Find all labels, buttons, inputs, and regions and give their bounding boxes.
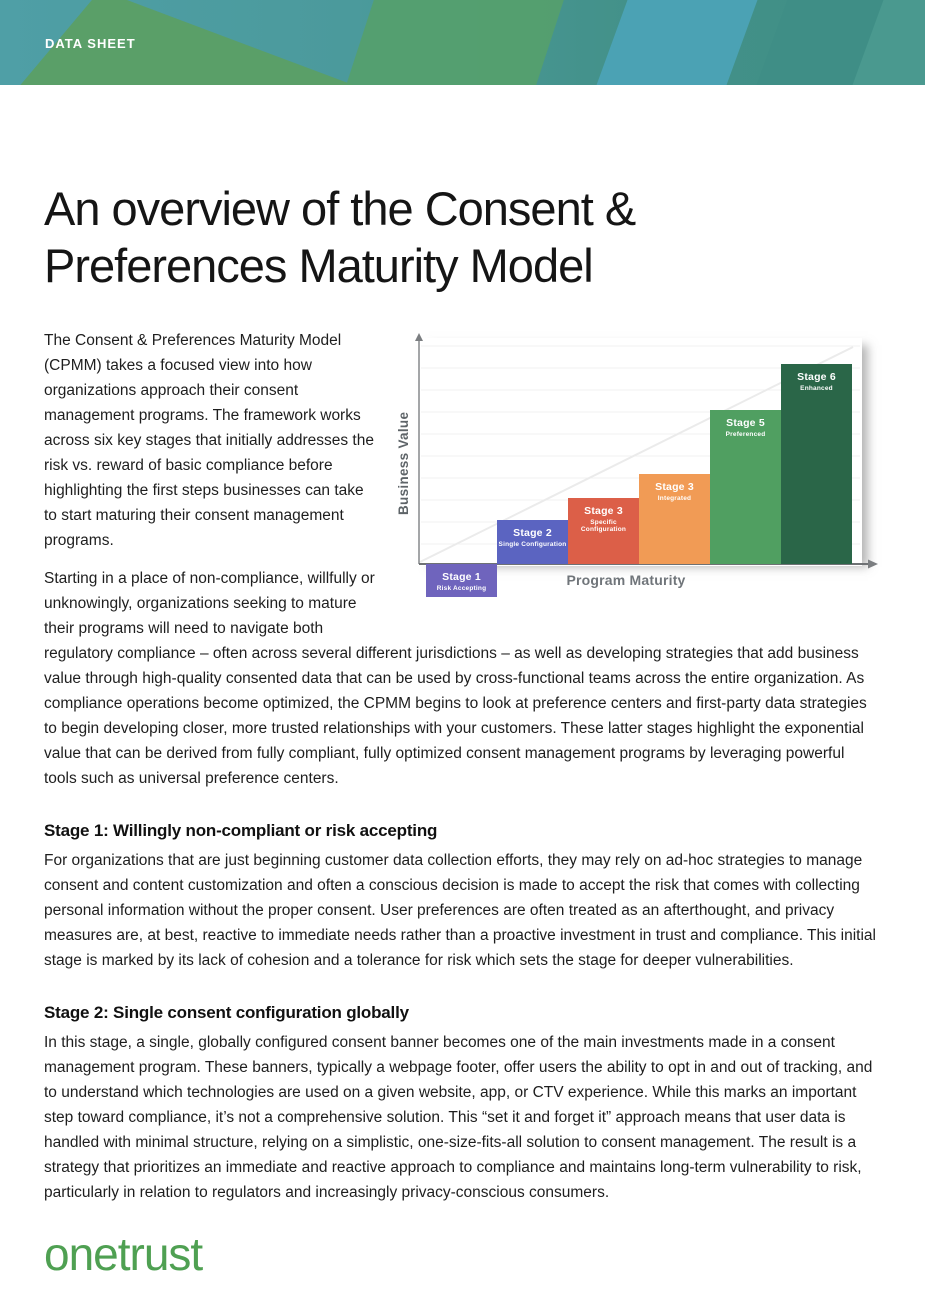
x-axis-label: Program Maturity — [566, 572, 686, 588]
section-body-stage-1: For organizations that are just beginning customer data collection efforts, they may rely on ad-hoc strategies to manage consent and content customization and often a conscious decision is made to accept the risk that comes with collecting personal information without the proper consent. User preferences are often treated as an afterthought, and privacy measures are, at best, reactive to immediate needs rather than a proactive investment in trust and compliance. This initial stage is marked by its lack of cohesion and a tolerance for risk which sets the stage for deeper vulnerabilities. — [44, 852, 876, 969]
maturity-model-chart — [395, 332, 881, 604]
page-title: An overview of the Consent & Preferences Maturity Model — [44, 182, 636, 292]
section-heading-stage-1: Stage 1: Willingly non-compliant or risk accepting — [44, 821, 438, 840]
bar-5-preferenced — [710, 410, 781, 564]
bar-stage-sublabel: Preferenced — [725, 431, 766, 438]
main-content — [0, 180, 925, 1280]
bar-stage-sublabel: Risk Accepting — [436, 585, 487, 592]
bar-stage-label: Stage 1 — [442, 571, 481, 583]
bar-stage-label: Stage 3 — [584, 505, 623, 517]
bar-stage-label: Stage 3 — [655, 481, 694, 493]
bar-stage-label: Stage 6 — [797, 371, 836, 383]
onetrust-logo: onetrust — [44, 1228, 203, 1280]
bar-stage-sublabel: Integrated — [657, 495, 692, 502]
bar-3-specific-configuration — [568, 498, 639, 564]
intro-paragraph-1: The Consent & Preferences Maturity Model (CPMM) takes a focused view into how organizations approach their consent management programs. The framework works across six key stages that initially addresses the risk vs. reward of basic compliance before highlighting the first steps businesses can take to start maturing their consent management programs. — [44, 332, 374, 549]
banner-shape-green-band — [343, 0, 567, 85]
chart-bars — [395, 332, 881, 604]
section-heading-stage-2: Stage 2: Single consent configuration globally — [44, 1003, 409, 1022]
bar-stage-sublabel: Single Configuration — [498, 541, 567, 548]
y-axis-label: Business Value — [396, 411, 411, 515]
bar-stage-label: Stage 2 — [513, 527, 552, 539]
bar-1-risk-accepting — [426, 564, 497, 597]
bar-stage-sublabel: Specific Configuration — [580, 519, 627, 533]
section-stage-1 — [44, 821, 881, 973]
bar-stage-sublabel: Enhanced — [800, 385, 833, 392]
banner-shape-blue-band — [593, 0, 761, 85]
header-banner — [0, 0, 925, 85]
bar-2-single-configuration — [497, 520, 568, 564]
section-stage-2 — [44, 1003, 881, 1205]
bar-stage-label: Stage 5 — [726, 417, 765, 429]
doc-type-label: DATA SHEET — [45, 36, 136, 51]
intro-paragraph-2: Starting in a place of non-compliance, willfully or unknowingly, organizations seeking to mature their programs will need to navigate both regulatory compliance – often across several different jurisdictions – as well as developing strategies that add business value through high-quality consented data that can be used by cross-functional teams across the entire organization. As compliance operations become optimized, the CPMM begins to look at preference centers and first-party data strategies to begin developing closer, more trusted relationships with your customers. These latter stages highlight the exponential value that can be derived from fully compliant, fully optimized consent management programs by leveraging powerful tools such as universal preference centers. — [44, 570, 867, 787]
bar-4-integrated — [639, 474, 710, 564]
section-body-stage-2: In this stage, a single, globally configured consent banner becomes one of the main investments made in a consent management program. These banners, typically a webpage footer, offer users the ability to opt in and out of tracking, and to understand which technologies are used on a given website, app, or CTV experience. While this marks an important step toward compliance, it’s not a comprehensive solution. This “set it and forget it” approach means that user data is handled with minimal structure, relying on a simplistic, one-size-fits-all solution to consent management. The result is a strategy that prioritizes an immediate and reactive approach to compliance and maintains long-term vulnerability to risk, particularly in relation to regulators and increasingly privacy-conscious consumers. — [44, 1034, 873, 1201]
bar-6-enhanced — [781, 364, 852, 564]
intro-flow — [44, 328, 881, 791]
